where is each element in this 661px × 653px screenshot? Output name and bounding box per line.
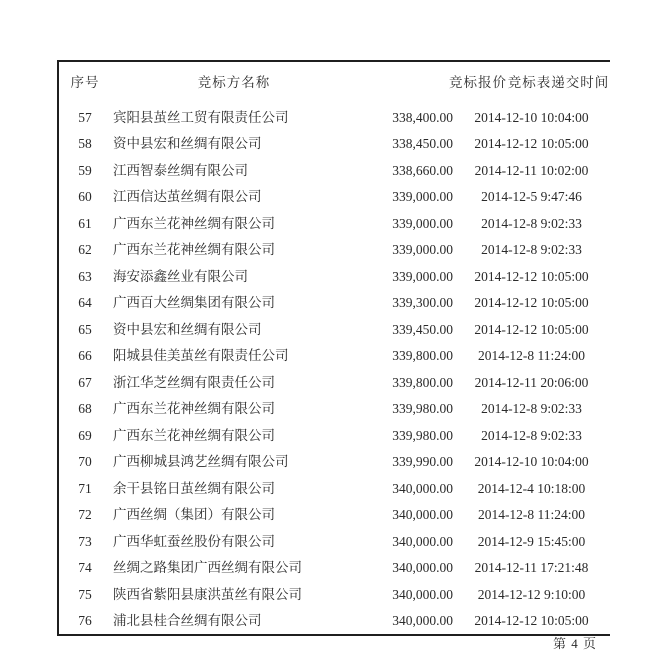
bid-table: [57, 60, 610, 636]
cell-serial: 72: [78, 507, 92, 522]
cell-bid-price: 338,400.00: [392, 109, 453, 125]
table-row: [59, 316, 610, 343]
table-row: [59, 502, 610, 529]
cell-submit-time: 2014-12-12 10:05:00: [474, 613, 589, 628]
cell-bidder-name: 广西华虹蚕丝股份有限公司: [113, 533, 275, 549]
table-row: [59, 449, 610, 476]
cell-serial: 73: [78, 533, 92, 549]
cell-submit-time: 2014-12-9 15:45:00: [477, 533, 586, 549]
table-row: [59, 157, 610, 184]
cell-serial: 71: [78, 480, 92, 496]
cell-bid-price: 340,000.00: [392, 533, 453, 549]
cell-bid-price: 339,990.00: [392, 454, 453, 469]
cell-bidder-name: 广西柳城县鸿艺丝绸有限公司: [113, 454, 289, 469]
cell-submit-time: 2014-12-8 11:24:00: [477, 507, 586, 522]
table-row: [59, 184, 610, 211]
cell-serial: 76: [78, 613, 92, 628]
cell-submit-time: 2014-12-11 10:02:00: [474, 162, 589, 178]
cell-serial: 61: [78, 215, 92, 231]
cell-serial: 60: [78, 189, 92, 204]
cell-submit-time: 2014-12-12 10:05:00: [474, 136, 589, 151]
cell-serial: 66: [78, 348, 92, 363]
cell-bid-price: 339,000.00: [392, 268, 453, 284]
cell-serial: 62: [78, 242, 92, 257]
cell-bid-price: 338,450.00: [392, 136, 453, 151]
cell-submit-time: 2014-12-11 17:21:48: [474, 560, 589, 575]
cell-submit-time: 2014-12-8 9:02:33: [481, 242, 582, 257]
cell-bidder-name: 浦北县桂合丝绸有限公司: [113, 613, 262, 628]
cell-serial: 63: [78, 268, 92, 284]
cell-bid-price: 340,000.00: [392, 507, 453, 522]
cell-serial: 65: [78, 321, 92, 337]
cell-serial: 75: [78, 586, 92, 602]
cell-submit-time: 2014-12-11 20:06:00: [474, 374, 589, 390]
table-row: [59, 237, 610, 264]
cell-submit-time: 2014-12-4 10:18:00: [477, 480, 586, 496]
cell-serial: 59: [78, 162, 92, 178]
cell-bidder-name: 广西丝绸（集团）有限公司: [113, 507, 275, 522]
cell-bid-price: 339,800.00: [392, 374, 453, 390]
cell-serial: 74: [78, 560, 92, 575]
cell-submit-time: 2014-12-8 9:02:33: [481, 427, 582, 443]
table-row: [59, 343, 610, 370]
cell-bidder-name: 江西智泰丝绸有限公司: [113, 162, 248, 178]
table-row: [59, 422, 610, 449]
cell-serial: 67: [78, 374, 92, 390]
cell-submit-time: 2014-12-12 10:05:00: [474, 268, 589, 284]
cell-bidder-name: 广西东兰花神丝绸有限公司: [113, 401, 275, 416]
page-number: 第 4 页: [552, 636, 597, 651]
cell-bid-price: 338,660.00: [392, 162, 453, 178]
cell-submit-time: 2014-12-10 10:04:00: [474, 454, 589, 469]
cell-submit-time: 2014-12-12 10:05:00: [474, 295, 589, 310]
cell-submit-time: 2014-12-5 9:47:46: [481, 189, 582, 204]
cell-bid-price: 340,000.00: [392, 586, 453, 602]
cell-serial: 70: [78, 454, 92, 469]
table-row: [59, 528, 610, 555]
cell-bidder-name: 丝绸之路集团广西丝绸有限公司: [113, 560, 302, 575]
cell-serial: 69: [78, 427, 92, 443]
table-row: [59, 131, 610, 158]
cell-bidder-name: 广西百大丝绸集团有限公司: [113, 295, 275, 310]
cell-submit-time: 2014-12-8 11:24:00: [477, 348, 586, 363]
cell-submit-time: 2014-12-8 9:02:33: [481, 215, 582, 231]
cell-bidder-name: 宾阳县茧丝工贸有限责任公司: [113, 109, 289, 125]
table-row: [59, 210, 610, 237]
cell-bidder-name: 海安添鑫丝业有限公司: [113, 268, 248, 284]
cell-submit-time: 2014-12-10 10:04:00: [474, 109, 589, 125]
cell-submit-time: 2014-12-12 10:05:00: [474, 321, 589, 337]
table-row: [59, 555, 610, 582]
table-row: [59, 581, 610, 608]
cell-bid-price: 339,000.00: [392, 189, 453, 204]
cell-serial: 68: [78, 401, 92, 416]
cell-bidder-name: 陕西省紫阳县康洪茧丝有限公司: [113, 586, 302, 602]
cell-bidder-name: 资中县宏和丝绸有限公司: [113, 136, 262, 151]
cell-bid-price: 339,980.00: [392, 401, 453, 416]
cell-submit-time: 2014-12-8 9:02:33: [481, 401, 582, 416]
table-row: [59, 475, 610, 502]
cell-submit-time: 2014-12-12 9:10:00: [477, 586, 586, 602]
table-row: [59, 104, 610, 131]
cell-bid-price: 339,300.00: [392, 295, 453, 310]
table-body: [59, 104, 610, 634]
cell-serial: 57: [78, 109, 92, 125]
cell-bidder-name: 江西信达茧丝绸有限公司: [113, 189, 262, 204]
cell-bidder-name: 广西东兰花神丝绸有限公司: [113, 427, 275, 443]
table-header-row: [59, 62, 610, 104]
cell-bidder-name: 资中县宏和丝绸有限公司: [113, 321, 262, 337]
cell-bid-price: 339,450.00: [392, 321, 453, 337]
cell-bid-price: 339,800.00: [392, 348, 453, 363]
cell-bidder-name: 余干县铭日茧丝绸有限公司: [113, 480, 275, 496]
column-header-bid-price: 竞标报价: [449, 75, 507, 91]
cell-bid-price: 340,000.00: [392, 560, 453, 575]
table-row: [59, 290, 610, 317]
cell-bid-price: 339,000.00: [392, 242, 453, 257]
cell-bid-price: 339,980.00: [392, 427, 453, 443]
cell-serial: 58: [78, 136, 92, 151]
table-row: [59, 369, 610, 396]
table-row: [59, 396, 610, 423]
cell-serial: 64: [78, 295, 92, 310]
column-header-bidder-name: 竞标方名称: [197, 75, 271, 91]
cell-bid-price: 339,000.00: [392, 215, 453, 231]
cell-bid-price: 340,000.00: [392, 613, 453, 628]
cell-bidder-name: 广西东兰花神丝绸有限公司: [113, 215, 275, 231]
cell-bid-price: 340,000.00: [392, 480, 453, 496]
column-header-submit-time: 竞标表递交时间: [507, 75, 610, 91]
cell-bidder-name: 浙江华芝丝绸有限责任公司: [113, 374, 275, 390]
cell-bidder-name: 广西东兰花神丝绸有限公司: [113, 242, 275, 257]
table-row: [59, 608, 610, 635]
cell-bidder-name: 阳城县佳美茧丝有限责任公司: [113, 348, 289, 363]
column-header-serial: 序号: [70, 75, 100, 91]
table-row: [59, 263, 610, 290]
